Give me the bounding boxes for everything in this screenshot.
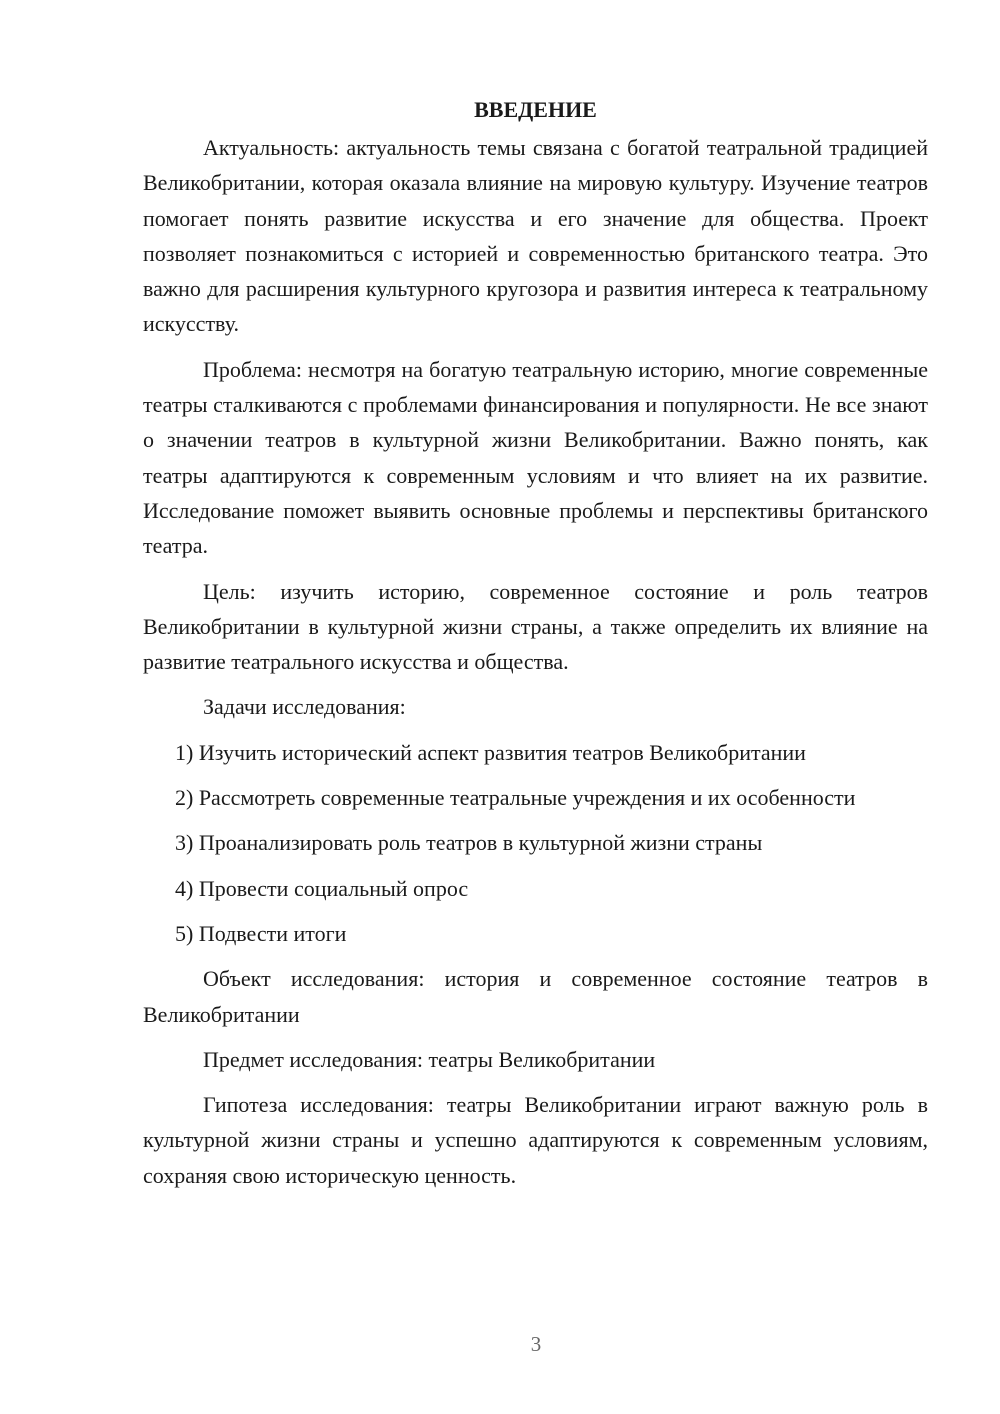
- relevance-paragraph: Актуальность: актуальность темы связана с богатой театральной традицией Великобритании, которая оказала влияние на мировую культуру. Изучение театров помогает понять развитие искусства и его значение для общества. Проект позволяет познакомиться с историей и современностью британского театра. Это важно для расширения культурного кругозора и развития интереса к театральному искусству.: [143, 135, 928, 337]
- task-item-1: 1) Изучить исторический аспект развития театров Великобритании: [175, 739, 806, 765]
- goal-paragraph: Цель: изучить историю, современное состояние и роль театров Великобритании в культурной жизни страны, а также определить их влияние на развитие театрального искусства и общества.: [143, 578, 928, 675]
- task-item-3: 3) Проанализировать роль театров в культурной жизни страны: [175, 830, 763, 856]
- tasks-heading: Задачи исследования:: [203, 694, 406, 720]
- subject-paragraph: Предмет исследования: театры Великобритании: [203, 1046, 656, 1072]
- task-item-4: 4) Провести социальный опрос: [175, 875, 469, 901]
- section-title: ВВЕДЕНИЕ: [474, 97, 597, 122]
- problem-paragraph: Проблема: несмотря на богатую театральную историю, многие современные театры сталкиваются с проблемами финансирования и популярности. Не все знают о значении театров в культурной жизни Великобритании. Важно понять, как театры адаптируются к современным условиям и что влияет на их развитие. Исследование поможет выявить основные проблемы и перспективы британского театра.: [143, 356, 928, 559]
- page-number: 3: [530, 1332, 542, 1356]
- object-paragraph: Объект исследования: история и современное состояние театров в Великобритании: [143, 966, 928, 1027]
- task-item-2: 2) Рассмотреть современные театральные учреждения и их особенности: [175, 785, 856, 811]
- document-page: [143, 92, 928, 1203]
- hypothesis-paragraph: Гипотеза исследования: театры Великобритании играют важную роль в культурной жизни страны и успешно адаптируются к современным условиям, сохраняя свою историческую ценность.: [143, 1092, 928, 1188]
- task-item-5: 5) Подвести итоги: [175, 920, 347, 946]
